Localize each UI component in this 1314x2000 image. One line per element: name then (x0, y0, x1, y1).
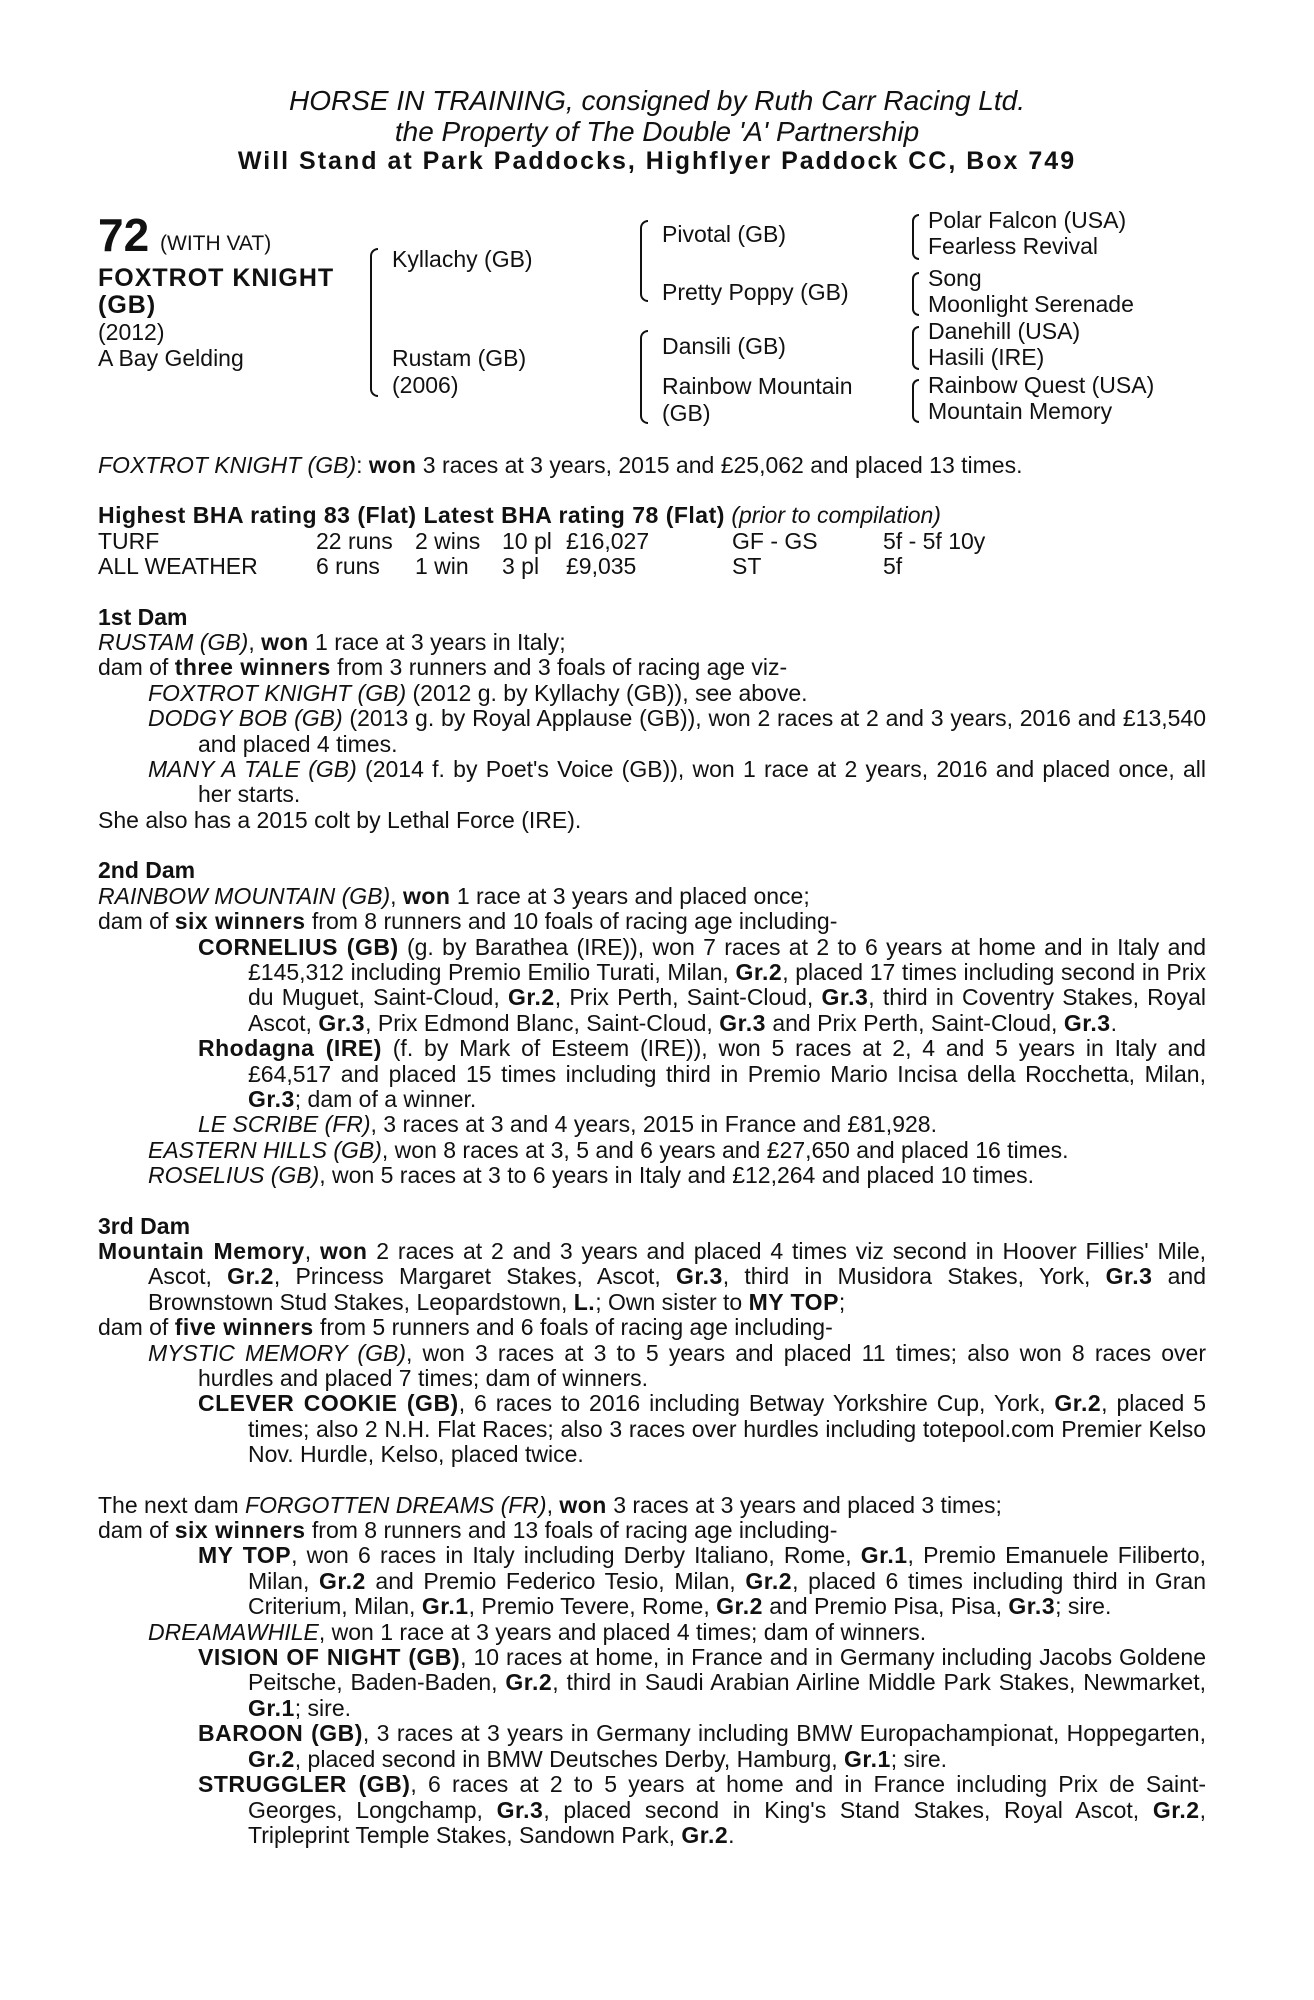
first-dam-produce: dam of three winners from 3 runners and 3 foals of racing age viz- (98, 654, 788, 681)
horse-name-country: (GB) (98, 291, 157, 319)
first-dam-note: She also has a 2015 colt by Lethal Force (IRE). (98, 806, 582, 833)
pedigree-gg6: Hasili (IRE) (928, 344, 1045, 370)
offspring-entry: MANY A TALE (GB) (2014 f. by Poet's Voice (GB)), won 1 race at 2 years, 2016 and placed once, all her starts. (148, 756, 1206, 808)
stats-row-turf: TURF 22 runs 2 wins 10 pl £16,027 GF - GS 5f - 5f 10y (98, 527, 986, 554)
pedigree-dam-year: (2006) (392, 372, 459, 398)
pedigree-sire-sire: Pivotal (GB) (662, 221, 786, 247)
rating-line: Highest BHA rating 83 (Flat) Latest BHA rating 78 (Flat) (prior to compilation) (98, 502, 941, 529)
catalogue-body (98, 453, 1206, 1848)
offspring-entry: DREAMAWHILE, won 1 race at 3 years and placed 4 times; dam of winners. (148, 1618, 927, 1645)
pedigree-brace-g2 (912, 272, 919, 316)
offspring-entry: MY TOP, won 6 races in Italy including Derby Italiano, Rome, Gr.1, Premio Emanuele Filiberto, Milan, Gr.2 and Premio Federico Tesio, Milan, Gr.2, placed 6 times including third in Gran Criterium, Milan, Gr.1, Premio Tevere, Rome, Gr.2 and Premio Pisa, Pisa, Gr.3; sire. (198, 1542, 1206, 1620)
pedigree-gg4: Moonlight Serenade (928, 291, 1134, 317)
horse-description: A Bay Gelding (98, 345, 244, 371)
pedigree-brace-dam (640, 330, 648, 424)
third-dam-heading: 3rd Dam (98, 1212, 191, 1239)
vat-note: (WITH VAT) (160, 232, 272, 255)
third-dam-produce: dam of five winners from 5 runners and 6 foals of racing age including- (98, 1314, 833, 1341)
offspring-entry: ROSELIUS (GB), won 5 races at 3 to 6 years in Italy and £12,264 and placed 10 times. (148, 1162, 1034, 1189)
pedigree-brace-sire (640, 220, 648, 302)
horse-year: (2012) (98, 319, 165, 345)
consignor-line: HORSE IN TRAINING, consigned by Ruth Carr Racing Ltd. (288, 85, 1026, 116)
pedigree-dam-sire: Dansili (GB) (662, 333, 786, 359)
lot-number: 72 (98, 209, 150, 261)
horse-name: FOXTROT KNIGHT (98, 264, 335, 292)
stats-row-all-weather: ALL WEATHER 6 runs 1 win 3 pl £9,035 ST 5f (98, 553, 903, 580)
first-dam-heading: 1st Dam (98, 603, 188, 630)
pedigree-gg7: Rainbow Quest (USA) (928, 372, 1155, 398)
racing-stats-table (98, 529, 985, 580)
pedigree-gg3: Song (928, 265, 982, 291)
pedigree-brace-g4 (912, 379, 919, 423)
pedigree-dam-dam: Rainbow Mountain (662, 373, 853, 399)
offspring-entry: LE SCRIBE (FR), 3 races at 3 and 4 years, 2015 in France and £81,928. (198, 1111, 937, 1138)
offspring-entry: STRUGGLER (GB), 6 races at 2 to 5 years at home and in France including Prix de Saint-Georges, Longchamp, Gr.3, placed second in King's Stand Stakes, Royal Ascot, Gr.2, Tripleprint Temple Stakes, Sandown Park, Gr.2. (198, 1771, 1206, 1848)
pedigree-gg2: Fearless Revival (928, 233, 1098, 259)
second-dam-produce: dam of six winners from 8 runners and 10 foals of racing age including- (98, 908, 838, 935)
offspring-entry: CORNELIUS (GB) (g. by Barathea (IRE)), won 7 races at 2 to 6 years at home and in Italy and £145,312 including Premio Emilio Turati, Milan, Gr.2, placed 17 times including second in Prix du Muguet, Saint-Cloud, Gr.2, Prix Perth, Saint-Cloud, Gr.3, third in Coventry Stakes, Royal Ascot, Gr.3, Prix Edmond Blanc, Saint-Cloud, Gr.3 and Prix Perth, Saint-Cloud, Gr.3. (198, 933, 1206, 1036)
offspring-entry: VISION OF NIGHT (GB), 10 races at home, in France and in Germany including Jacobs Goldene Peitsche, Baden-Baden, Gr.2, third in Saudi Arabian Airline Middle Park Stakes, Newmarket, Gr.1; sire. (198, 1644, 1206, 1721)
pedigree-sire-dam: Pretty Poppy (GB) (662, 279, 849, 305)
offspring-entry: MYSTIC MEMORY (GB), won 3 races at 3 to 5 years and placed 11 times; also won 8 races over hurdles and placed 7 times; dam of winners. (148, 1339, 1207, 1391)
offspring-entry: BAROON (GB), 3 races at 3 years in Germany including BMW Europachampionat, Hoppegarten, Gr.2, placed second in BMW Deutsches Derby, Hamburg, Gr.1; sire. (198, 1720, 1206, 1772)
summary-line: FOXTROT KNIGHT (GB): won 3 races at 3 years, 2015 and £25,062 and placed 13 times. (98, 452, 1023, 478)
pedigree-brace-main (370, 248, 378, 397)
pedigree-dam-dam-country: (GB) (662, 400, 711, 426)
offspring-entry: FOXTROT KNIGHT (GB) (2012 g. by Kyllachy (GB)), see above. (148, 679, 808, 706)
offspring-entry: Rhodagna (IRE) (f. by Mark of Esteem (IRE)), won 5 races at 2, 4 and 5 years in Italy and £64,517 and placed 15 times including third in Premio Mario Incisa della Rocchetta, Milan, Gr.3; dam of a winner. (198, 1035, 1206, 1112)
offspring-entry: DODGY BOB (GB) (2013 g. by Royal Applause (GB)), won 2 races at 2 and 3 years, 2016 and £13,540 and placed 4 times. (148, 705, 1206, 757)
second-dam-line: RAINBOW MOUNTAIN (GB), won 1 race at 3 years and placed once; (98, 882, 810, 909)
pedigree-gg8: Mountain Memory (928, 398, 1113, 424)
first-dam-line: RUSTAM (GB), won 1 race at 3 years in Italy; (98, 629, 566, 656)
pedigree-brace-g3 (912, 326, 919, 370)
next-dam-produce: dam of six winners from 8 runners and 13 foals of racing age including- (98, 1517, 838, 1544)
pedigree-brace-g1 (912, 214, 919, 260)
next-dam-line: The next dam FORGOTTEN DREAMS (FR), won 3 races at 3 years and placed 3 times; (98, 1491, 1002, 1518)
pedigree-gg1: Polar Falcon (USA) (928, 207, 1127, 233)
property-line: the Property of The Double 'A' Partnership (394, 116, 920, 147)
offspring-entry: EASTERN HILLS (GB), won 8 races at 3, 5 and 6 years and £27,650 and placed 16 times. (148, 1136, 1069, 1163)
offspring-entry: CLEVER COOKIE (GB), 6 races to 2016 including Betway Yorkshire Cup, York, Gr.2, placed 5 times; also 2 N.H. Flat Races; also 3 races over hurdles including totepool.com Premier Kelso Nov. Hurdle, Kelso, placed twice. (198, 1390, 1206, 1468)
stand-line: Will Stand at Park Paddocks, Highflyer Paddock CC, Box 749 (237, 147, 1077, 175)
third-dam-line: Mountain Memory, won 2 races at 2 and 3 years and placed 4 times viz second in Hoover Fillies' Mile, Ascot, Gr.2, Princess Margaret Stakes, Ascot, Gr.3, third in Musidora Stakes, York, Gr.3 and Brownstown Stud Stakes, Leopardstown, L.; Own sister to MY TOP; (98, 1237, 1207, 1315)
second-dam-heading: 2nd Dam (98, 857, 196, 884)
pedigree-sire: Kyllachy (GB) (392, 246, 533, 272)
pedigree-dam: Rustam (GB) (392, 345, 527, 371)
pedigree-gg5: Danehill (USA) (928, 318, 1081, 344)
